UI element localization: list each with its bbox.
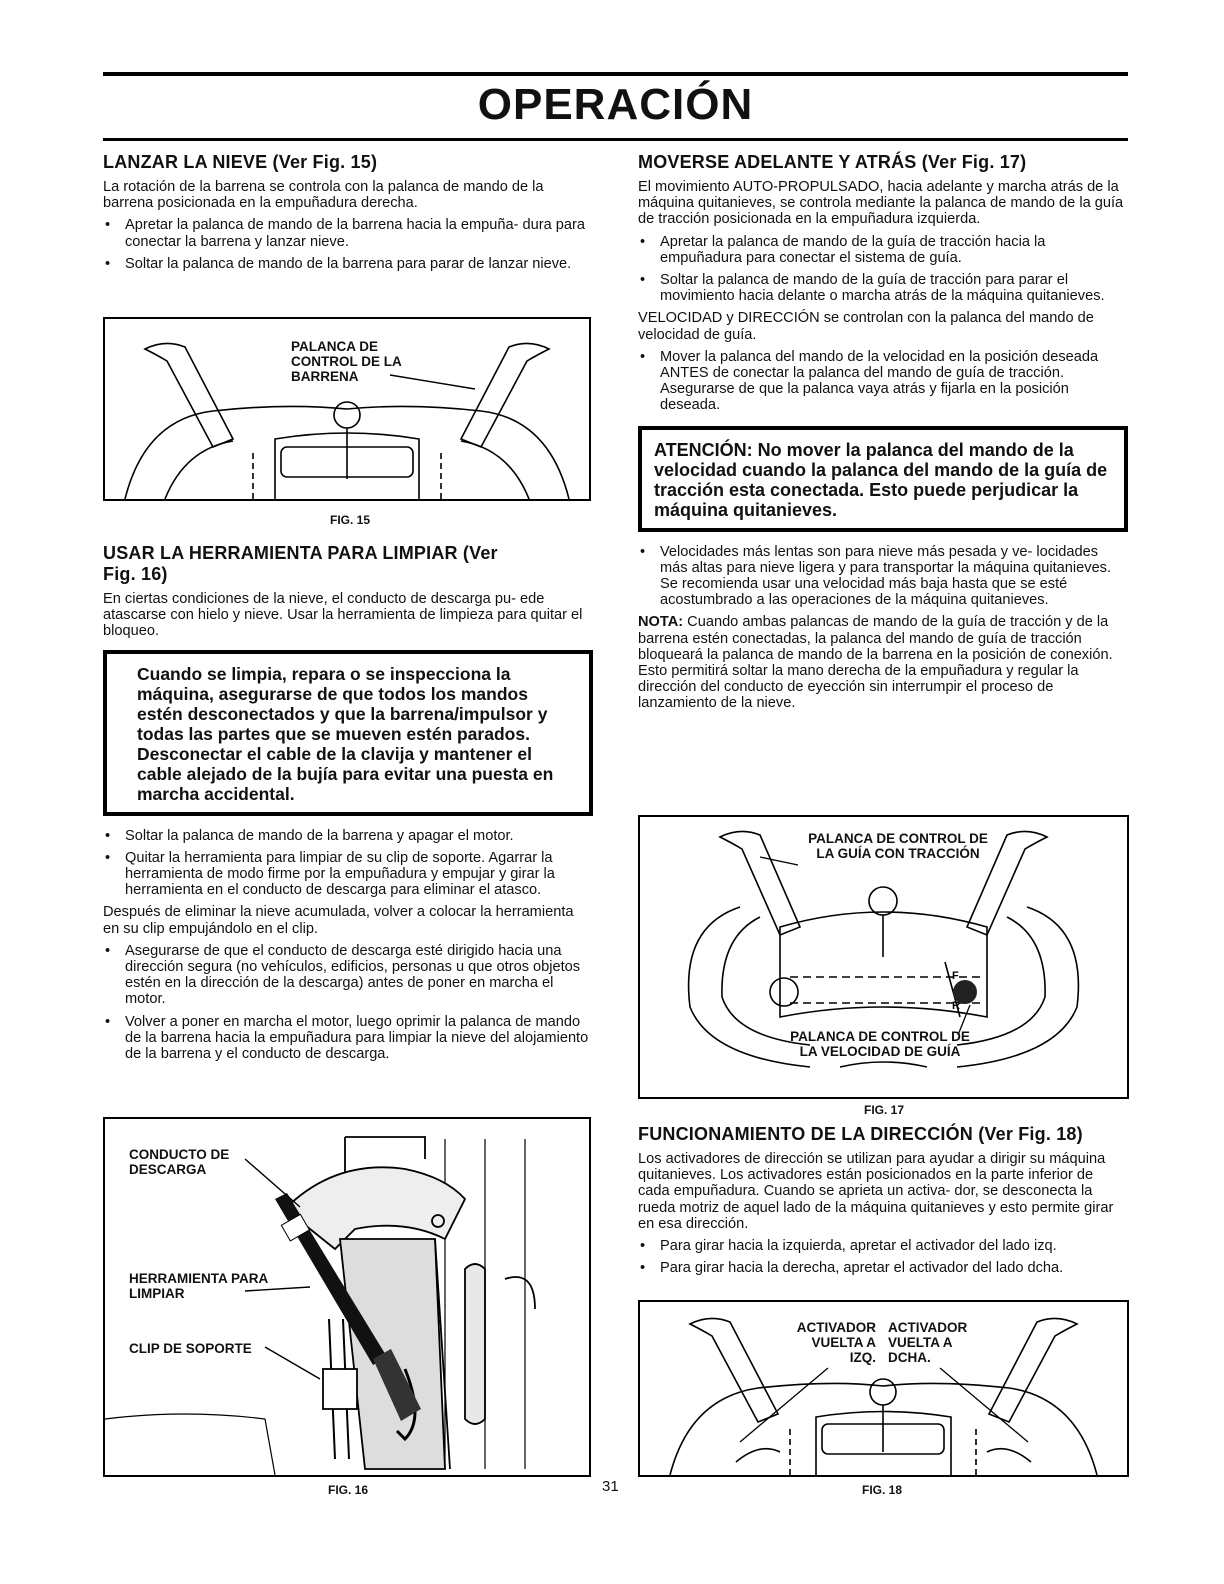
fig18-drawing	[640, 1302, 1127, 1475]
figure-16-caption: FIG. 16	[328, 1483, 369, 1497]
figure-16	[103, 1117, 591, 1477]
list-item: • Soltar la palanca de mando de la barrena para parar de lanzar nieve.	[103, 256, 593, 272]
note-label: NOTA:	[638, 614, 684, 631]
left-column	[103, 152, 593, 278]
bullet-list	[103, 943, 593, 1062]
figure-17	[638, 815, 1129, 1099]
paragraph: VELOCIDAD y DIRECCIÓN se controlan con la palanca del mando de velocidad de guía.	[638, 310, 1094, 343]
callout-right-trigger: ACTIVADOR VUELTA A DCHA.	[888, 1320, 968, 1365]
paragraph: En ciertas condiciones de la nieve, el conducto de descarga pu- ede atascarse con hielo y nieve. Usar la herramienta de limpieza para quitar el bloqueo.	[103, 591, 583, 640]
figure-18-caption: FIG. 18	[862, 1483, 903, 1497]
callout-traction-lever: PALANCA DE CONTROL DE LA GUÍA CON TRACCIÓN	[808, 831, 988, 861]
callout-auger-lever: PALANCA DE CONTROL DE LA BARRENA	[291, 339, 402, 384]
list-item: • Mover la palanca del mando de la velocidad en la posición deseada ANTES de conectar la palanca del mando de guía de tracción. Asegurarse de que la palanca vaya atrás y fijarla en la posición deseada.	[638, 349, 1128, 414]
bullet-list	[638, 349, 1128, 414]
list-item: • Asegurarse de que el conducto de descarga esté dirigido hacia una dirección segura (no vehículos, edificios, personas u que otros objetos estén en la dirección de la descarga) antes de poner en marcha el motor.	[103, 943, 593, 1008]
paragraph: El movimiento AUTO-PROPULSADO, hacia adelante y marcha atrás de la máquina quitanieves, se controla mediante la palanca de mando de la guía de tracción posicionada en la empuñadura izquierda.	[638, 179, 1124, 228]
forward-mark: F	[952, 970, 959, 982]
paragraph: Los activadores de dirección se utilizan para ayudar a dirigir su máquina quitanieves. Los activadores están posicionados en la parte inferior de cada empuñadura. Cuando se aprieta un activa- dor, se desconecta la rueda motriz de aquel lado de la máquina quitanieves y esto permite girar en esa dirección.	[638, 1151, 1114, 1232]
list-item: • Soltar la palanca de mando de la barrena y apagar el motor.	[103, 828, 593, 844]
callout-clean-tool: HERRAMIENTA PARA LIMPIAR	[129, 1271, 268, 1301]
top-rule	[103, 72, 1128, 76]
callout-discharge-chute: CONDUCTO DE DESCARGA	[129, 1147, 230, 1177]
callout-speed-lever: PALANCA DE CONTROL DE LA VELOCIDAD DE GUÍA	[790, 1029, 970, 1059]
page-title: OPERACIÓN	[477, 80, 754, 129]
section-heading-clean-tool: USAR LA HERRAMIENTA PARA LIMPIAR (Ver Fig. 16)	[103, 543, 498, 584]
list-item: • Para girar hacia la izquierda, apretar el activador del lado izq.	[638, 1238, 1128, 1254]
note-text: Cuando ambas palancas de mando de la guía de tracción y de la barrena estén conectadas, la palanca del mando de guía de tracción bloqueará la palanca de mando de la barrena en la posición de conexión. Esto permitirá soltar la mano derecha de la empuñadura y regular la dirección del conducto de eyección sin interrumpir el proceso de lanzamiento de la nieve.	[638, 614, 1113, 712]
page-number: 31	[602, 1478, 619, 1495]
bullet-list	[103, 217, 593, 272]
figure-15-caption: FIG. 15	[330, 513, 371, 527]
callout-support-clip: CLIP DE SOPORTE	[129, 1341, 252, 1356]
section-heading-throw-snow: LANZAR LA NIEVE (Ver Fig. 15)	[103, 152, 378, 172]
bullet-list	[638, 234, 1128, 305]
title-rule	[103, 138, 1128, 141]
section-heading-forward-reverse: MOVERSE ADELANTE Y ATRÁS (Ver Fig. 17)	[638, 152, 1027, 172]
list-item: • Soltar la palanca de mando de la guía de tracción para parar el movimiento hacia delante o marcha atrás de la máquina quitanieves.	[638, 272, 1128, 304]
reverse-mark: R	[952, 1000, 960, 1012]
list-item: • Volver a poner en marcha el motor, luego oprimir la palanca de mando de la barrena hacia la empuñadura para limpiar la nieve del alojamiento de la barrena y el conducto de descarga.	[103, 1014, 593, 1063]
right-column-2	[638, 1124, 1128, 1282]
note-paragraph	[638, 614, 1128, 711]
right-column	[638, 152, 1128, 718]
attention-warning-box: ATENCIÓN: No mover la palanca del mando de la velocidad cuando la palanca del mando de la guía de tracción esta conectada. Esto puede perjudicar la máquina quitanieves.	[638, 426, 1128, 532]
paragraph: La rotación de la barrena se controla con la palanca de mando de la barrena posicionada en la empuñadura derecha.	[103, 179, 544, 212]
callout-left-trigger: ACTIVADOR VUELTA A IZQ.	[796, 1320, 876, 1365]
list-item: • Velocidades más lentas son para nieve más pesada y ve- locidades más altas para nieve ligera y para transportar la máquina quitanieves. Se recomienda usar una velocidad más baja hasta que se esté acostumbrado a las operaciones de la máquina quitanieves.	[638, 544, 1128, 609]
section-heading-steering: FUNCIONAMIENTO DE LA DIRECCIÓN (Ver Fig. 18)	[638, 1124, 1083, 1144]
bullet-list	[103, 828, 593, 899]
bullet-list	[638, 544, 1128, 609]
paragraph: Después de eliminar la nieve acumulada, volver a colocar la herramienta en su clip empujándolo en el clip.	[103, 904, 574, 937]
list-item: • Apretar la palanca de mando de la guía de tracción hacia la empuñadura para conectar el sistema de guía.	[638, 234, 1128, 266]
figure-18	[638, 1300, 1129, 1477]
left-column-2	[103, 543, 593, 1068]
figure-15	[103, 317, 591, 501]
list-item: • Quitar la herramienta para limpiar de su clip de soporte. Agarrar la herramienta de modo firme por la empuñadura y empujar y girar la herramienta en el conducto de descarga para eliminar el atasco.	[103, 850, 593, 899]
safety-warning-box: Cuando se limpia, repara o se inspecciona la máquina, asegurarse de que todos los mandos estén desconectados y que la barrena/impulsor y todas las partes que se mueven estén parados. Desconectar el cable de la clavija y mantener el cable alejado de la bujía para evitar una puesta en marcha accidental.	[103, 650, 593, 816]
list-item: • Para girar hacia la derecha, apretar el activador del lado dcha.	[638, 1260, 1128, 1276]
figure-17-caption: FIG. 17	[864, 1103, 905, 1117]
bullet-list	[638, 1238, 1128, 1276]
list-item: • Apretar la palanca de mando de la barrena hacia la empuña- dura para conectar la barrena y lanzar nieve.	[103, 217, 593, 249]
